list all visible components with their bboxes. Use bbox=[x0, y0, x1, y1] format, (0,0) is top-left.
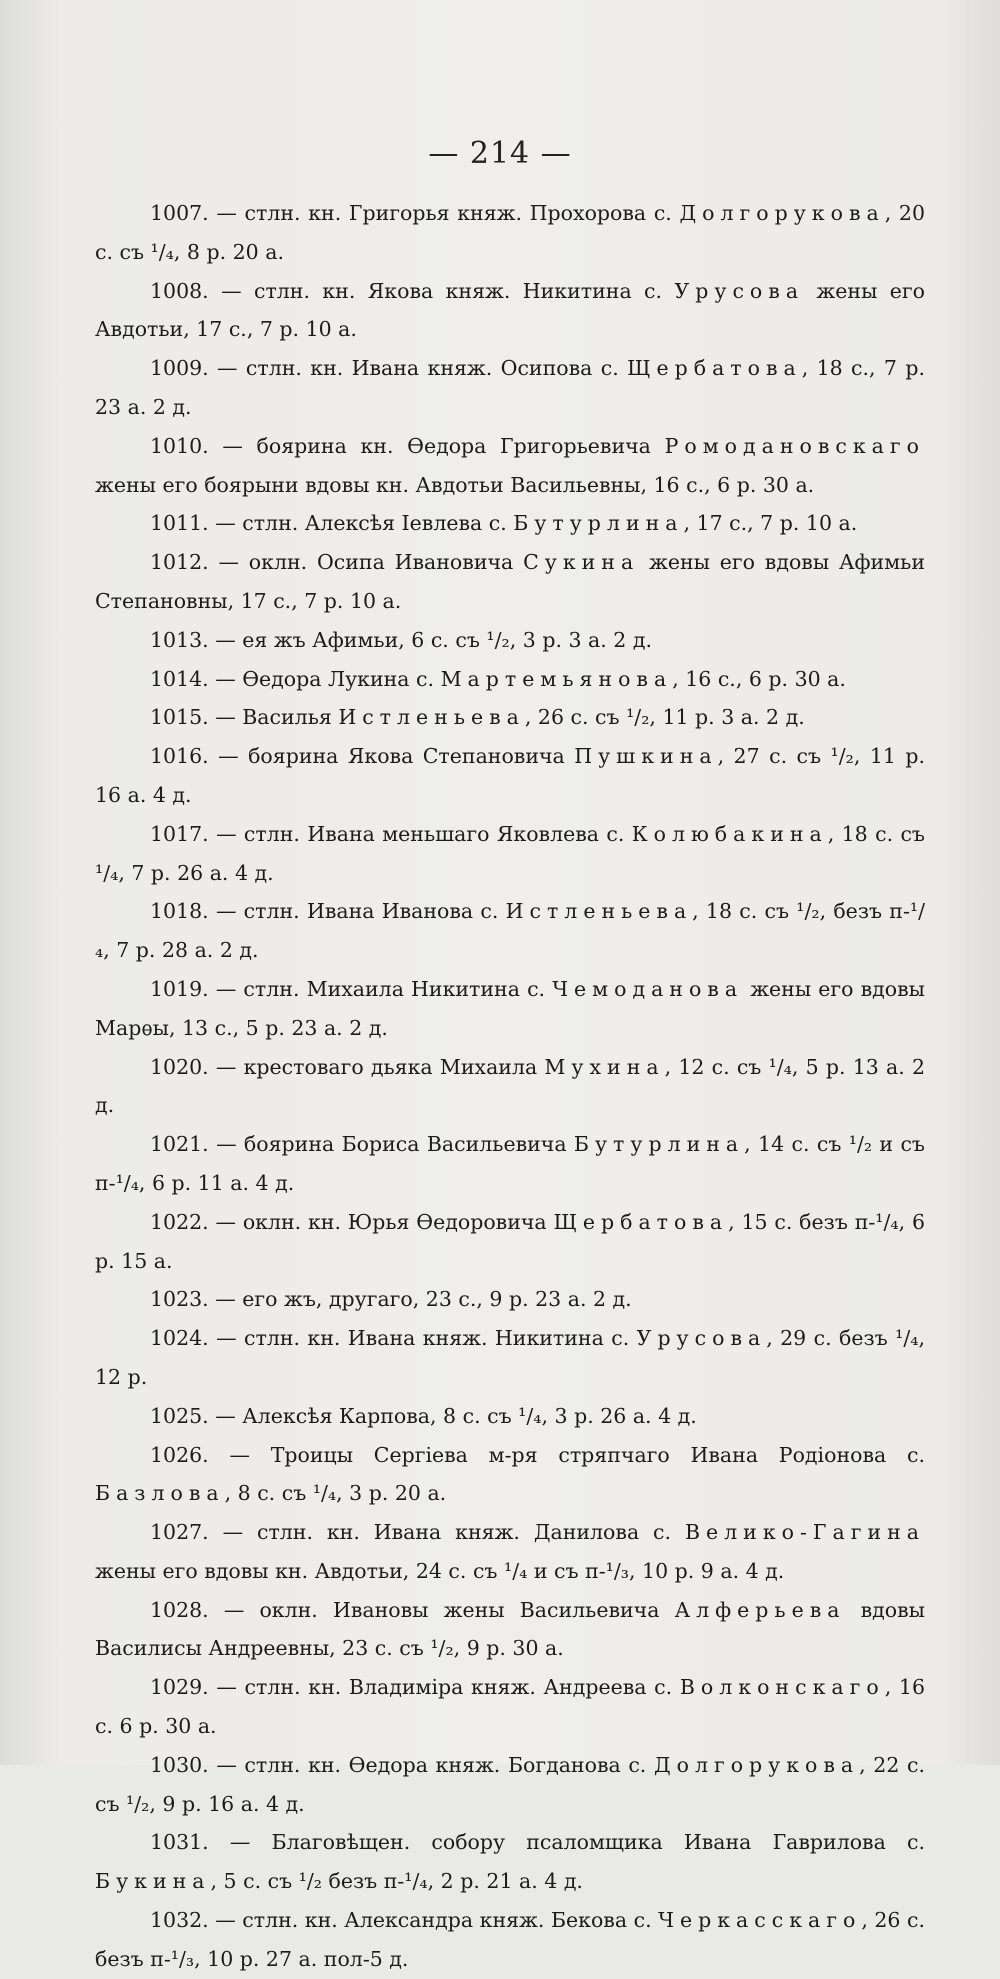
entry-text: , 5 с. съ ¹/₂ безъ п-¹/₄, 2 р. 21 а. 4 д. bbox=[210, 1869, 583, 1894]
entry-1019 bbox=[95, 970, 925, 1048]
entry-text: — ея жъ Афимьи, 6 с. съ ¹/₂, 3 р. 3 а. 2 д. bbox=[215, 627, 652, 652]
entry-number: 1010. bbox=[150, 433, 223, 458]
entry-text: , 14 с. съ ¹/₂ и съ п-¹/₄, 6 р. 11 а. 4 д. bbox=[95, 1132, 925, 1195]
entry-text: — стлн. Михаила Никитина с. bbox=[215, 976, 553, 1001]
entry-surname: Мухина bbox=[544, 1054, 665, 1079]
entry-1031 bbox=[95, 1823, 925, 1901]
entry-text: — стлн. кн. Ѳедора княж. Богданова с. bbox=[216, 1752, 654, 1777]
entry-text: — стлн. кн. Якова княж. Никитина с. bbox=[221, 278, 675, 303]
entry-1016 bbox=[95, 737, 925, 815]
entry-text: — оклн. Осипа Ивановича bbox=[218, 550, 524, 575]
entry-surname: Истленьева bbox=[338, 705, 525, 730]
entry-1012 bbox=[95, 543, 925, 621]
entry-number: 1022. bbox=[150, 1209, 216, 1234]
entry-surname: Велико-Гагина bbox=[684, 1520, 925, 1545]
entry-text: , 17 с., 7 р. 10 а. bbox=[683, 511, 858, 536]
entry-number: 1024. bbox=[150, 1326, 217, 1351]
entry-number: 1012. bbox=[150, 550, 219, 575]
entry-number: 1020. bbox=[150, 1054, 216, 1079]
entry-text: — стлн. Ивана Иванова с. bbox=[215, 899, 506, 924]
entry-1009 bbox=[95, 349, 925, 427]
entry-number: 1015. bbox=[150, 705, 216, 730]
entry-number: 1011. bbox=[150, 511, 216, 536]
entry-list bbox=[95, 194, 925, 1979]
entry-1022 bbox=[95, 1203, 925, 1281]
entry-text: — Троицы Сергіева м-ря стряпчаго Ивана Родіонова с. bbox=[229, 1442, 925, 1467]
entry-number: 1030. bbox=[150, 1752, 217, 1777]
entry-number: 1031. bbox=[150, 1830, 230, 1855]
entry-1008 bbox=[95, 272, 925, 350]
entry-1028 bbox=[95, 1591, 925, 1669]
entry-surname: Букина bbox=[95, 1869, 211, 1894]
entry-text: , 18 с. съ ¹/₂, безъ п-¹/₄, 7 р. 28 а. 2 д. bbox=[95, 899, 925, 963]
entry-surname: Истленьева bbox=[505, 899, 693, 924]
entry-surname: Волконскаго bbox=[679, 1675, 885, 1700]
entry-text: — стлн. кн. Александра княж. Бекова с. bbox=[215, 1908, 659, 1933]
entry-surname: Алферьева bbox=[674, 1597, 846, 1622]
entry-text: — Ѳедора Лукина с. bbox=[215, 666, 441, 691]
entry-text: вдовы Василисы Андреевны, 23 с. съ ¹/₂, 9 р. 30 а. bbox=[95, 1597, 925, 1661]
entry-surname: Долгорукова bbox=[679, 201, 885, 225]
entry-surname: Сукина bbox=[523, 550, 640, 575]
entry-number: 1032. bbox=[150, 1908, 216, 1933]
entry-text: — стлн. кн. Григорья княж. Прохорова с. bbox=[216, 201, 680, 225]
entry-text: — стлн. Алексѣя Іевлева с. bbox=[215, 511, 514, 536]
entry-text: , 15 с. безъ п-¹/₄, 6 р. 15 а. bbox=[95, 1209, 925, 1273]
entry-number: 1009. bbox=[150, 356, 218, 381]
entry-text: , 27 с. съ ¹/₂, 11 р. 16 а. 4 д. bbox=[95, 744, 925, 807]
page-number: — 214 — bbox=[428, 136, 572, 171]
entry-text: — стлн. Ивана меньшаго Яковлева с. bbox=[216, 821, 632, 846]
entry-number: 1021. bbox=[150, 1132, 217, 1157]
entry-text: — Благовѣщен. собору псаломщика Ивана Гаврилова с. bbox=[229, 1830, 925, 1855]
entry-surname: Чемоданова bbox=[552, 976, 744, 1001]
entry-text: , 8 с. съ ¹/₄, 3 р. 20 а. bbox=[224, 1481, 447, 1506]
entry-1011 bbox=[95, 504, 925, 543]
entry-number: 1028. bbox=[150, 1597, 224, 1622]
entry-1017 bbox=[95, 815, 925, 893]
entry-1029 bbox=[95, 1668, 925, 1746]
entry-text: — стлн. кн. Владиміра княж. Андреева с. bbox=[216, 1675, 680, 1700]
entry-1024 bbox=[95, 1319, 925, 1397]
entry-number: 1019. bbox=[150, 976, 216, 1001]
entry-text: , 16 с. 6 р. 30 а. bbox=[95, 1675, 925, 1739]
entry-number: 1029. bbox=[150, 1675, 217, 1700]
entry-text: , 18 с., 7 р. 23 а. 2 д. bbox=[95, 356, 925, 419]
entry-text: — крестоваго дьяка Михаила bbox=[215, 1054, 545, 1079]
entry-text: , 12 с. съ ¹/₄, 5 р. 13 а. 2 д. bbox=[95, 1054, 925, 1118]
entry-1025 bbox=[95, 1397, 925, 1436]
entry-surname: Пушкина bbox=[574, 744, 718, 769]
entry-number: 1027. bbox=[150, 1520, 223, 1545]
entry-number: 1013. bbox=[150, 627, 216, 652]
entry-1020 bbox=[95, 1048, 925, 1126]
entry-1030 bbox=[95, 1746, 925, 1824]
entry-number: 1014. bbox=[150, 666, 216, 691]
entry-text: — боярина кн. Ѳедора Григорьевича bbox=[222, 433, 665, 458]
entry-surname: Урусова bbox=[674, 278, 805, 303]
entry-surname: Бутурлина bbox=[573, 1132, 745, 1157]
entry-surname: Щербатова bbox=[627, 356, 802, 381]
entry-text: — его жъ, другаго, 23 с., 9 р. 23 а. 2 д. bbox=[215, 1287, 632, 1312]
entry-surname: Щербатова bbox=[553, 1209, 729, 1234]
entry-number: 1008. bbox=[150, 278, 222, 303]
entry-1032 bbox=[95, 1901, 925, 1979]
entry-text: — стлн. кн. Ивана княж. Осипова с. bbox=[217, 356, 628, 381]
entry-text: — оклн. кн. Юрья Ѳедоровича bbox=[215, 1209, 554, 1234]
entry-1010 bbox=[95, 427, 925, 505]
entry-text: жены его вдовы кн. Авдотьи, 24 с. съ ¹/₄ и съ п-¹/₃, 10 р. 9 а. 4 д. bbox=[95, 1558, 785, 1583]
entry-number: 1018. bbox=[150, 899, 216, 924]
entry-1015 bbox=[95, 698, 925, 737]
entry-number: 1026. bbox=[150, 1442, 230, 1467]
entry-surname: Черкасскаго bbox=[658, 1908, 862, 1933]
entry-text: , 26 с. безъ п-¹/₃, 10 р. 27 а. пол-5 д. bbox=[95, 1908, 925, 1971]
entry-number: 1025. bbox=[150, 1403, 216, 1428]
entry-1027 bbox=[95, 1513, 925, 1591]
entry-number: 1017. bbox=[150, 821, 217, 846]
entry-surname: Мартемьянова bbox=[440, 666, 673, 691]
entry-number: 1016. bbox=[150, 744, 219, 769]
entry-text: жены его вдовы Марѳы, 13 с., 5 р. 23 а. 2 д. bbox=[95, 976, 925, 1040]
entry-text: — боярина Якова Степановича bbox=[218, 744, 575, 769]
entry-text: жены его Авдотьи, 17 с., 7 р. 10 а. bbox=[95, 278, 925, 342]
entry-surname: Ромодановскаго bbox=[664, 433, 925, 458]
entry-surname: Базлова bbox=[95, 1481, 225, 1506]
entry-text: , 26 с. съ ¹/₂, 11 р. 3 а. 2 д. bbox=[524, 705, 805, 730]
entry-1018 bbox=[95, 892, 925, 970]
entry-1014 bbox=[95, 660, 925, 699]
entry-1026 bbox=[95, 1436, 925, 1514]
entry-text: , 18 с. съ ¹/₄, 7 р. 26 а. 4 д. bbox=[95, 821, 925, 885]
entry-surname: Урусова bbox=[636, 1326, 767, 1351]
entry-text: , 29 с. безъ ¹/₄, 12 р. bbox=[95, 1326, 925, 1389]
entry-surname: Долгорукова bbox=[653, 1752, 860, 1777]
entry-text: — оклн. Ивановы жены Васильевича bbox=[223, 1597, 675, 1622]
entry-text: — стлн. кн. Ивана княж. Никитина с. bbox=[216, 1326, 637, 1351]
entry-1013 bbox=[95, 621, 925, 660]
entry-number: 1023. bbox=[150, 1287, 216, 1312]
entry-1021 bbox=[95, 1125, 925, 1203]
entry-text: жены его боярыни вдовы кн. Авдотьи Васильевны, 16 с., 6 р. 30 а. bbox=[95, 472, 815, 497]
entry-number: 1007. bbox=[150, 201, 217, 225]
entry-text: — стлн. кн. Ивана княж. Данилова с. bbox=[222, 1520, 685, 1545]
entry-text: жены его вдовы Афимьи Степановны, 17 с., 7 р. 10 а. bbox=[95, 550, 925, 613]
entry-text: , 22 с. съ ¹/₂, 9 р. 16 а. 4 д. bbox=[95, 1752, 925, 1816]
entry-text: , 20 с. съ ¹/₄, 8 р. 20 а. bbox=[95, 201, 925, 264]
entry-surname: Бутурлина bbox=[513, 511, 684, 536]
entry-text: — боярина Бориса Васильевича bbox=[216, 1132, 574, 1157]
entry-text: , 16 с., 6 р. 30 а. bbox=[672, 666, 846, 691]
entry-surname: Колюбакина bbox=[631, 821, 828, 846]
entry-text: — Алексѣя Карпова, 8 с. съ ¹/₄, 3 р. 26 а. 4 д. bbox=[215, 1403, 697, 1428]
entry-1007 bbox=[95, 194, 925, 272]
entry-1023 bbox=[95, 1280, 925, 1319]
entry-text: — Василья bbox=[215, 705, 339, 730]
